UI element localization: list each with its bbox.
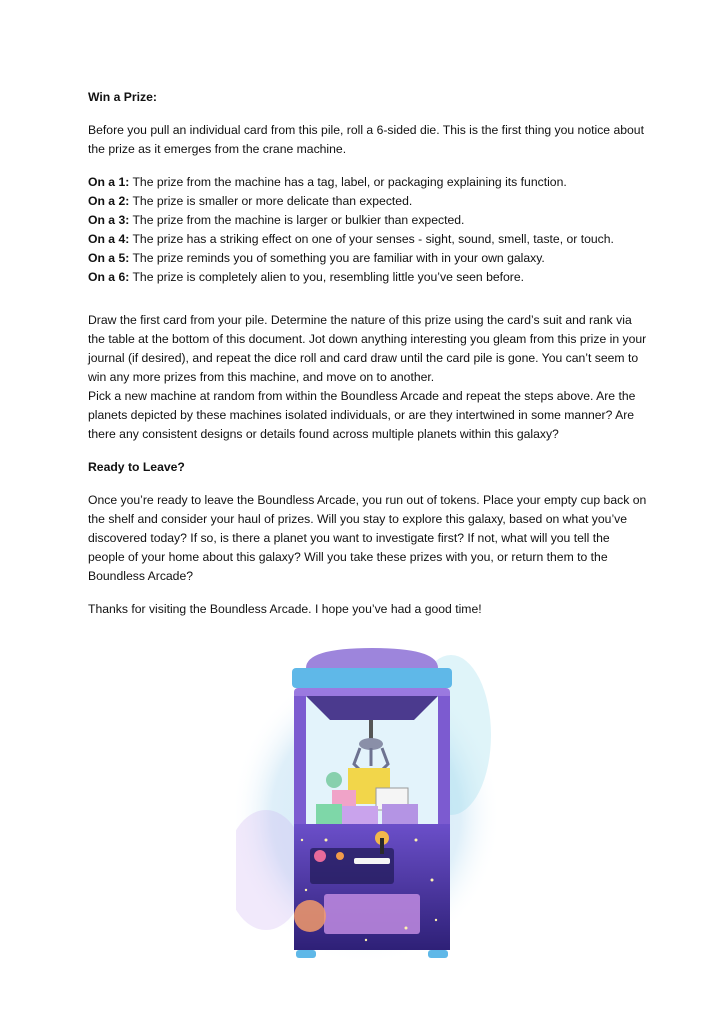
roll-text: The prize from the machine has a tag, label, or packaging explaining its function. bbox=[129, 175, 567, 189]
joystick-stick bbox=[380, 838, 384, 854]
prize-lilac-box bbox=[342, 806, 378, 826]
roll-text: The prize from the machine is larger or bulkier than expected. bbox=[129, 213, 465, 227]
roll-label: On a 4: bbox=[88, 232, 130, 246]
roll-text: The prize reminds you of something you are familiar with in your own galaxy. bbox=[129, 251, 545, 265]
roll-item bbox=[88, 173, 648, 192]
roll-text: The prize is completely alien to you, resembling little you’ve seen before. bbox=[129, 270, 525, 284]
machine-side-right bbox=[438, 696, 450, 824]
ready-to-leave-heading: Ready to Leave? bbox=[88, 460, 185, 474]
roll-item bbox=[88, 211, 648, 230]
document-body bbox=[88, 88, 648, 633]
coin-slot bbox=[354, 858, 390, 864]
machine-top-dome bbox=[306, 648, 438, 668]
pick-machine-paragraph: Pick a new machine at random from within the Boundless Arcade and repeat the steps above. Are the planets depicted by these machines isolated individuals, or are they intertwined in some manner? Are there any consistent designs or details found across multiple planets within this galaxy? bbox=[88, 389, 636, 441]
prize-purple-box bbox=[382, 804, 418, 826]
machine-top-band bbox=[292, 668, 452, 688]
roll-item bbox=[88, 192, 648, 211]
roll-text: The prize has a striking effect on one of your senses - sight, sound, smell, taste, or touch. bbox=[129, 232, 614, 246]
machine-foot-right bbox=[428, 950, 448, 958]
machine-side-left bbox=[294, 696, 306, 824]
prize-plant bbox=[326, 772, 342, 788]
draw-card-paragraph: Draw the first card from your pile. Determine the nature of this prize using the card’s suit and rank via the table at the bottom of this document. Jot down anything interesting you gleam from this prize in your journal (if desired), and repeat the dice roll and card draw until the card pile is gone. You can’t seem to win any more prizes from this machine, and move on to another. bbox=[88, 313, 647, 384]
planet-decoration bbox=[294, 900, 326, 932]
roll-label: On a 2: bbox=[88, 194, 130, 208]
machine-foot-left bbox=[296, 950, 316, 958]
prize-green-box bbox=[316, 804, 342, 826]
thanks-paragraph: Thanks for visiting the Boundless Arcade. I hope you’ve had a good time! bbox=[88, 602, 482, 616]
win-prize-intro: Before you pull an individual card from this pile, roll a 6-sided die. This is the first thing you notice about the prize as it emerges from the crane machine. bbox=[88, 123, 644, 156]
roll-label: On a 6: bbox=[88, 270, 130, 284]
roll-text: The prize is smaller or more delicate than expected. bbox=[129, 194, 413, 208]
roll-label: On a 5: bbox=[88, 251, 130, 265]
button-orange bbox=[336, 852, 344, 860]
ready-to-leave-paragraph: Once you’re ready to leave the Boundless Arcade, you run out of tokens. Place your empty cup back on the shelf and consider your haul of prizes. Will you stay to explore this galaxy, based on what you’ve discovered today? If so, is there a planet you want to investigate first? If not, what will you tell the people of your home about this galaxy? Will you take these prizes with you, or return them to the Boundless Arcade? bbox=[88, 493, 647, 583]
roll-item bbox=[88, 249, 648, 268]
win-prize-heading: Win a Prize: bbox=[88, 90, 157, 104]
die-roll-list bbox=[88, 173, 648, 287]
button-pink bbox=[314, 850, 326, 862]
roll-label: On a 1: bbox=[88, 175, 130, 189]
roll-label: On a 3: bbox=[88, 213, 130, 227]
roll-item bbox=[88, 230, 648, 249]
crane-machine-illustration bbox=[236, 640, 508, 970]
roll-item bbox=[88, 268, 648, 287]
